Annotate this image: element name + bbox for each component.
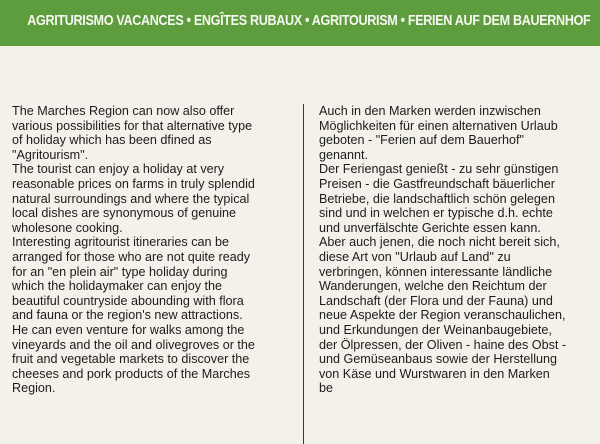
text-line: Der Feriengast genießt - zu sehr günstigen: [319, 162, 559, 177]
text-line: vineyards and the oil and olivegroves or the: [12, 337, 255, 352]
text-line: local dishes are synonymous of genuine: [12, 206, 237, 221]
text-line: fruit and vegetable markets to discover the: [12, 352, 250, 367]
text-line: und Gemüseanbaus sowie der Herstellung: [319, 352, 558, 367]
english-text-column: [12, 104, 297, 396]
text-line: which the holidaymaker can enjoy the: [12, 279, 223, 294]
text-line: various possibilities for that alternative type: [12, 118, 253, 133]
header-banner: [0, 0, 600, 46]
column-divider: [303, 104, 304, 444]
text-line: be: [319, 381, 334, 396]
text-line: neue Aspekte der Region veranschaulichen,: [319, 308, 566, 323]
text-line: Möglichkeiten für einen alternativen Urlaub: [319, 118, 558, 133]
text-line: The Marches Region can now also offer: [12, 104, 235, 118]
text-line: und unverfälschte Gerichte essen kann.: [319, 220, 541, 235]
text-line: "Agritourism".: [12, 147, 89, 162]
text-line: natural surroundings and where the typical: [12, 191, 250, 206]
text-line: Region.: [12, 381, 56, 396]
text-line: Aber auch jenen, die noch nicht bereit sich,: [319, 235, 560, 250]
text-line: reasonable prices on farms in truly splendid: [12, 176, 255, 191]
text-line: Wanderungen, welche den Reichtum der: [319, 279, 547, 294]
text-line: genannt.: [319, 147, 369, 162]
text-line: diese Art von "Urlaub auf Land" zu: [319, 249, 511, 264]
text-line: Interesting agritourist itineraries can be: [12, 235, 230, 250]
text-line: Landschaft (der Flora und der Fauna) und: [319, 293, 553, 308]
text-line: Preisen - die Gastfreundschaft bäuerlicher: [319, 176, 555, 191]
text-line: von Käse und Wurstwaren in den Marken: [319, 366, 550, 381]
text-line: wholesone cooking.: [12, 220, 123, 235]
text-line: geboten - "Ferien auf dem Bauerhof": [319, 133, 524, 148]
banner-title: AGRITURISMO VACANCES • ENGÎTES RUBAUX • AGRITOURISM • FERIEN AUF DEM BAUERNHOF: [26, 12, 590, 29]
text-line: and fauna or the region's new attractions.: [12, 308, 243, 323]
german-text-column: [319, 104, 600, 396]
text-line: He can even venture for walks among the: [12, 322, 245, 337]
text-line: beautiful countryside abounding with flora: [12, 293, 244, 308]
text-line: The tourist can enjoy a holiday at very: [12, 162, 225, 177]
text-line: der Ölpressen, der Oliven - haine des Obst -: [319, 337, 567, 352]
text-line: arranged for those who are not quite ready: [12, 249, 251, 264]
text-line: und Erkundungen der Weinanbaugebiete,: [319, 322, 552, 337]
text-line: sind und in welchen er typische d.h. echte: [319, 206, 553, 221]
text-line: for an "en plein air" type holiday during: [12, 264, 228, 279]
text-line: of holiday which has been dfined as: [12, 133, 212, 148]
text-line: Auch in den Marken werden inzwischen: [319, 104, 541, 118]
text-line: cheeses and pork products of the Marches: [12, 366, 251, 381]
text-line: Betriebe, die landschaftlich schön gelegen: [319, 191, 555, 206]
text-line: verbringen, können interessante ländliche: [319, 264, 553, 279]
